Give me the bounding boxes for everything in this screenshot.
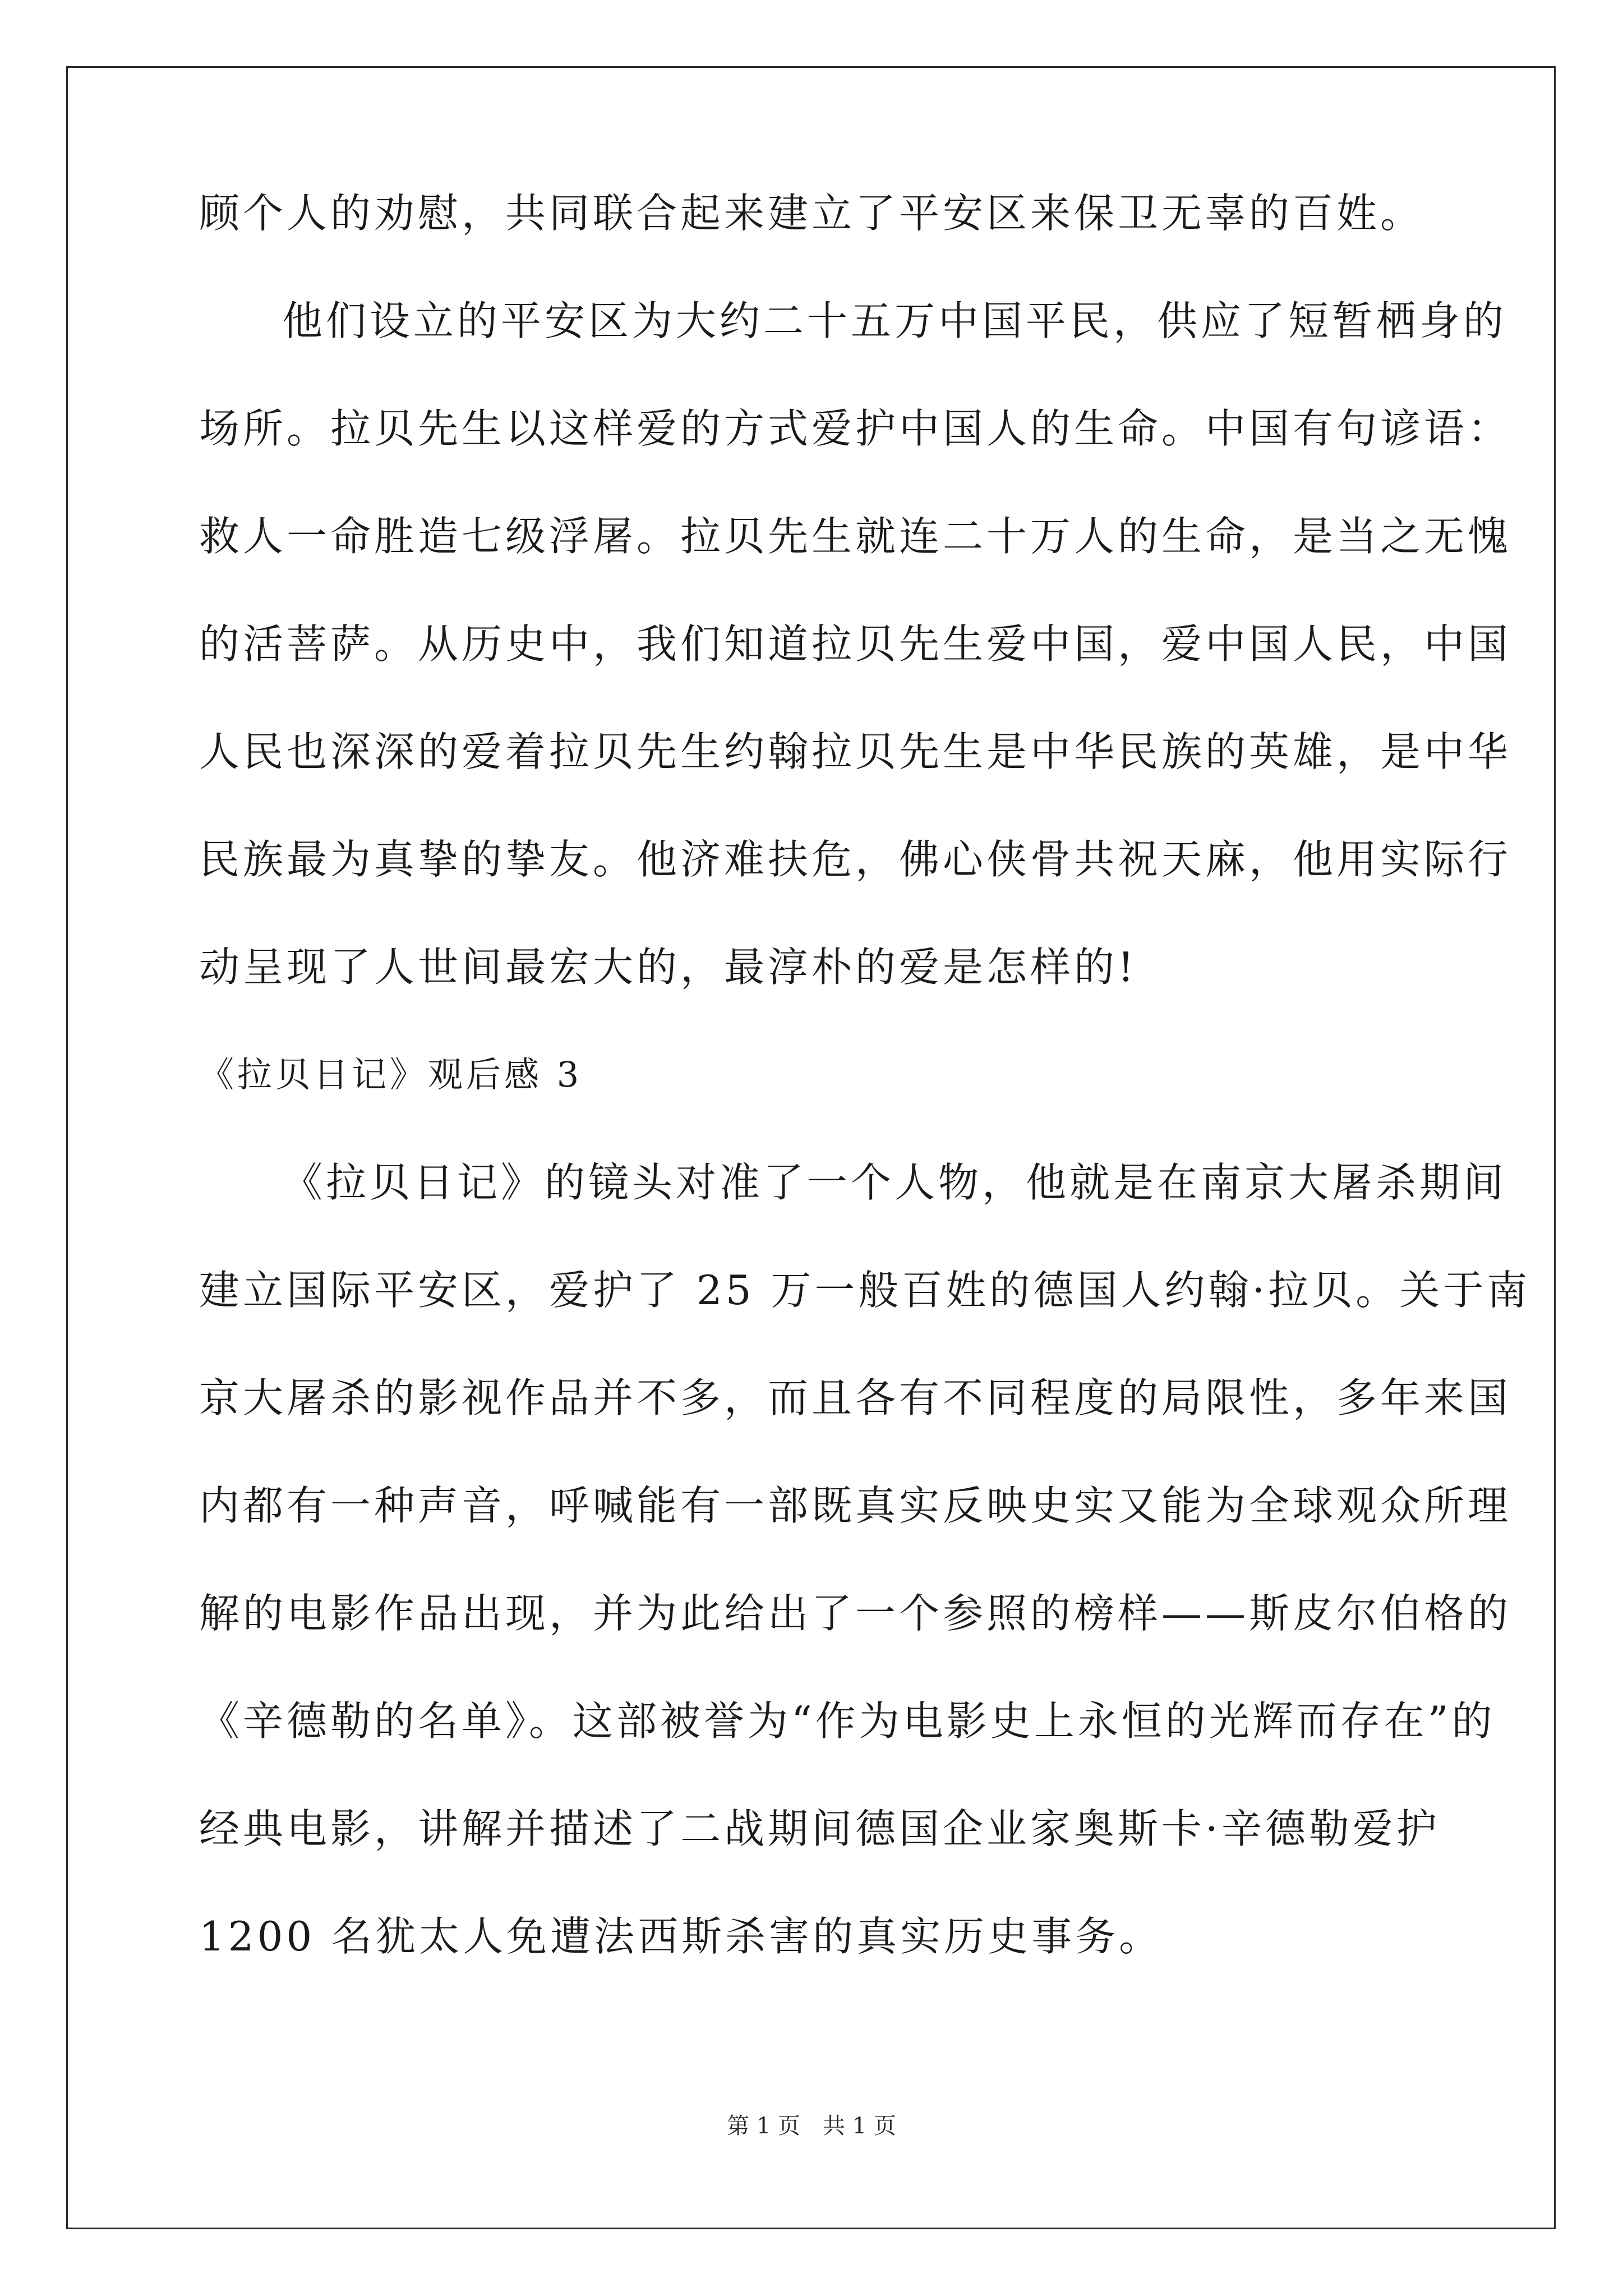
body-line: 人民也深深的爱着拉贝先生约翰拉贝先生是中华民族的英雄，是中华 bbox=[199, 728, 1512, 775]
body-line: 解的电影作品出现，并为此给出了一个参照的榜样——斯皮尔伯格的 bbox=[199, 1590, 1512, 1637]
body-line: 的活菩萨。从历史中，我们知道拉贝先生爱中国，爱中国人民，中国 bbox=[199, 620, 1512, 668]
body-line: 建立国际平安区，爱护了 25 万一般百姓的德国人约翰·拉贝。关于南 bbox=[199, 1267, 1531, 1314]
body-line: 经典电影，讲解并描述了二战期间德国企业家奥斯卡·辛德勒爱护 bbox=[199, 1805, 1440, 1852]
body-line: 京大屠杀的影视作品并不多，而且各有不同程度的局限性，多年来国 bbox=[199, 1374, 1512, 1421]
page-footer bbox=[0, 2112, 1623, 2140]
body-line: 顾个人的劝慰，共同联合起来建立了平安区来保卫无辜的百姓。 bbox=[199, 190, 1424, 237]
body-line: 内都有一种声音，呼喊能有一部既真实反映史实又能为全球观众所理 bbox=[199, 1482, 1512, 1529]
body-line: 《辛德勒的名单》。这部被誉为“作为电影史上永恒的光辉而存在”的 bbox=[199, 1697, 1496, 1745]
page-number: 第 1 页 bbox=[727, 2113, 800, 2139]
page-count: 共 1 页 bbox=[823, 2113, 896, 2139]
body-line: 《拉贝日记》的镜头对准了一个人物，他就是在南京大屠杀期间 bbox=[282, 1159, 1507, 1206]
body-line: 场所。拉贝先生以这样爱的方式爱护中国人的生命。中国有句谚语： bbox=[199, 405, 1512, 452]
body-line: 他们设立的平安区为大约二十五万中国平民，供应了短暂栖身的 bbox=[282, 297, 1507, 344]
document-body bbox=[199, 185, 1531, 1964]
body-line: 1200 名犹太人免遭法西斯杀害的真实历史事务。 bbox=[199, 1913, 1163, 1960]
body-line: 动呈现了人世间最宏大的，最淳朴的爱是怎样的! bbox=[199, 944, 1137, 991]
body-line: 民族最为真挚的挚友。他济难扶危，佛心侠骨共祝天麻，他用实际行 bbox=[199, 836, 1512, 883]
body-line: 救人一命胜造七级浮屠。拉贝先生就连二十万人的生命，是当之无愧 bbox=[199, 513, 1512, 560]
section-heading: 《拉贝日记》观后感 3 bbox=[199, 1054, 583, 1095]
